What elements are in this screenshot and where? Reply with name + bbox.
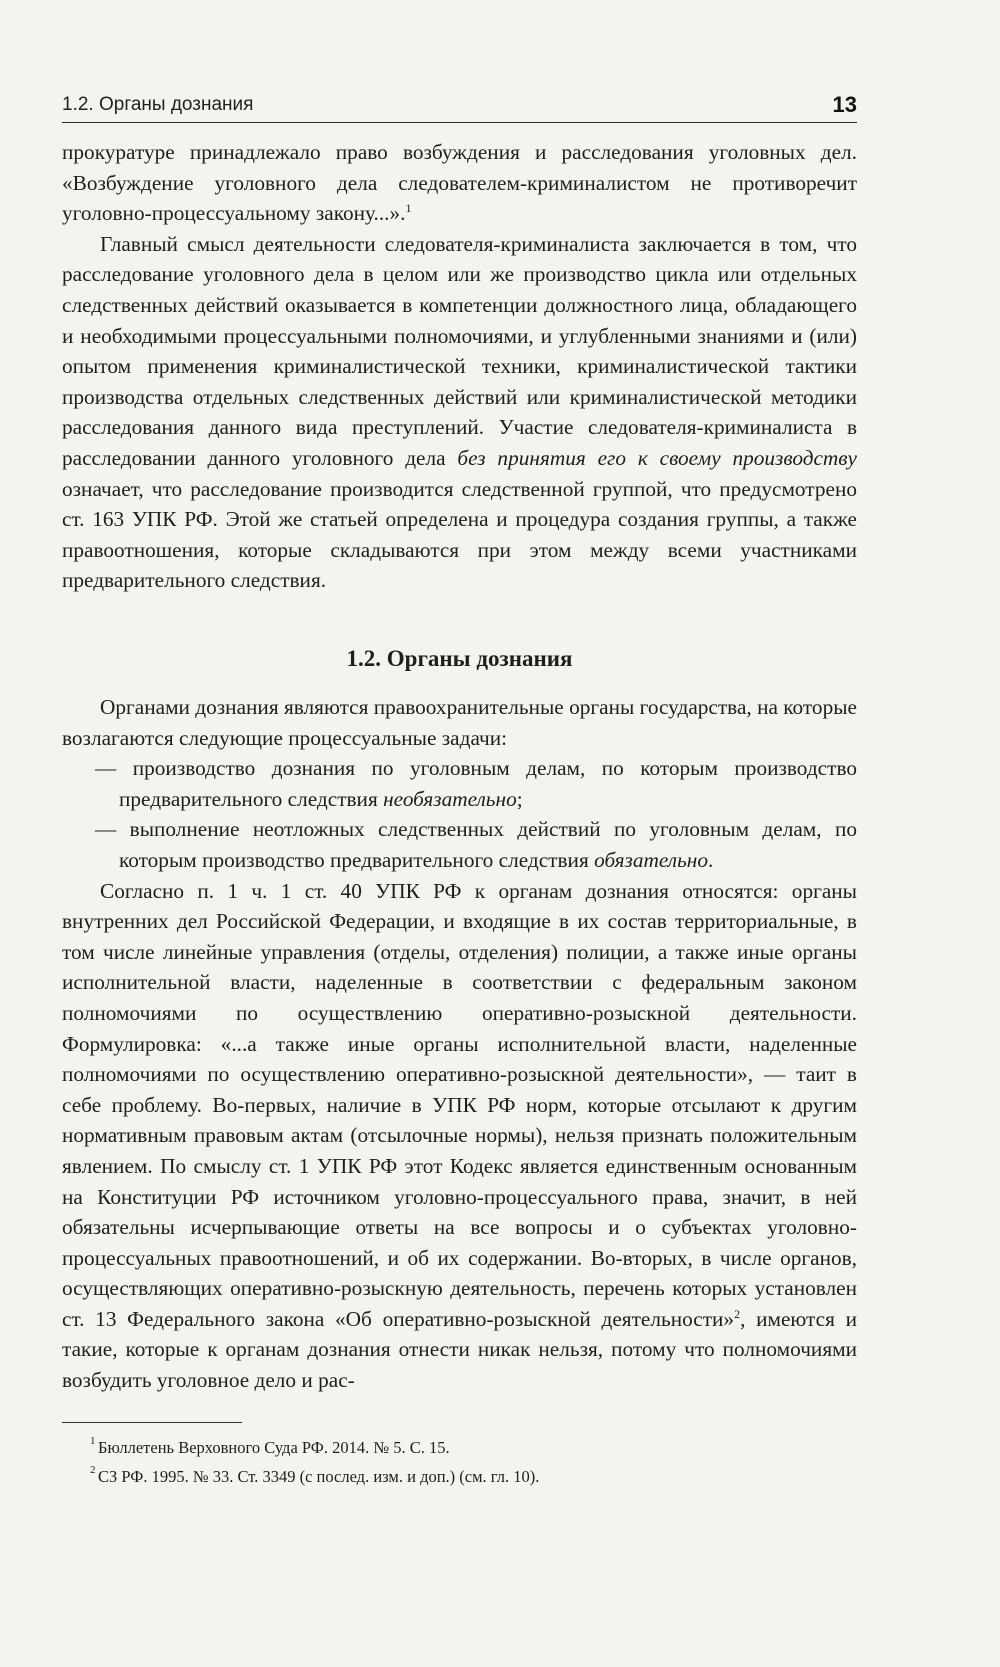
footnote-mark: 1 [90,1435,96,1447]
intro-paragraph-2-tail: означает, что расследование производится следственной группой, что предусмотрено ст. 163 УПК РФ. Этой же статьей определена и процедура создания группы, а также правоотношения, которые складываются при этом между всеми участниками предварительного следствия. [62,476,857,593]
section-paragraph-2 [62,876,857,1396]
list-item-end: . [707,847,714,872]
footnote-text: Бюллетень Верховного Суда РФ. 2014. № 5. С. 15. [98,1438,450,1457]
footnote-text: СЗ РФ. 1995. № 33. Ст. 3349 (с послед. изм. и доп.) (см. гл. 10). [98,1467,540,1486]
intro-paragraph-2 [62,229,857,596]
footnotes [62,1433,857,1491]
running-header-title: 1.2. Органы дознания [62,94,254,115]
section-text-block [62,692,857,1396]
footnote-ref-1[interactable]: 1 [405,201,412,216]
list-item-emphasis: обязательно [594,847,708,872]
intro-paragraph-1 [62,137,857,229]
section-paragraph-1: Органами дознания являются правоохранительные органы государства, на которые возлагаются следующие процессуальные задачи: [62,695,857,750]
footnote-mark: 2 [90,1464,96,1476]
page-number: 13 [832,92,857,117]
list-item-text: — выполнение неотложных следственных действий по уголовным делам, по которым производство предварительного следствия [95,817,857,872]
section-paragraph-2-tail: , имеются и такие, которые к органам дознания отнести никак нельзя, потому что полномочиями возбудить уголовное дело и рас- [62,1306,857,1393]
intro-paragraph-2-text: Главный смысл деятельности следователя-криминалиста заключается в том, что расследование уголовного дела в целом или же производство цикла или отдельных следственных действий оказывается в компетенции должностного лица, обладающего и необходимыми процессуальными полномочиями, и углубленными знаниями и (или) опытом применения криминалистической техники, криминалистической тактики производства отдельных следственных действий или криминалистической методики расследования данного вида преступлений. Участие следователя-криминалиста в расследовании данного уголовного дела [62,231,857,470]
intro-text-block [62,137,857,596]
intro-paragraph-1-text: прокуратуре принадлежало право возбуждения и расследования уголовных дел. «Возбуждение уголовного дела следователем-криминалистом не противоречит уголовно-процессуальному закону...». [62,140,857,226]
footnote-ref-2[interactable]: 2 [734,1306,741,1321]
intro-paragraph-2-emphasis: без принятия его к своему производству [457,445,858,470]
list-item-end: ; [516,786,523,811]
footnote-item [62,1433,857,1462]
list-item [62,814,857,875]
section-heading: 1.2. Органы дознания [346,646,573,671]
list-item-text: — производство дознания по уголовным делам, по которым производство предварительного следствия [95,756,857,811]
section-paragraph-2-text: Согласно п. 1 ч. 1 ст. 40 УПК РФ к органам дознания относятся: органы внутренних дел Российской Федерации, и входящие в их состав территориальные, в том числе линейные управления (отделы, отделения) полиции, а также иные органы исполнительной власти, наделенные в соответствии с федеральным законом полномочиями по осуществлению оперативно-розыскной деятельности. Формулировка: «...а также иные органы исполнительной власти, наделенные полномочиями по осуществлению оперативно-розыскной деятельности», — таит в себе проблему. Во-первых, наличие в УПК РФ норм, которые отсылают к другим нормативным правовым актам (отсылочные нормы), нельзя признать положительным явлением. По смыслу ст. 1 УПК РФ этот Кодекс является единственным основанным на Конституции РФ источником уголовно-процессуального права, значит, в ней обязательны исчерпывающие ответы на все вопросы и о субъектах уголовно-процессуальных правоотношений, и об их содержании. Во-вторых, в числе органов, осуществляющих оперативно-розыскную деятельность, перечень которых установлен ст. 13 Федерального закона «Об оперативно-розыскной деятельности» [62,878,857,1331]
running-header [62,92,857,123]
footnote-divider [62,1422,242,1423]
list-item [62,753,857,814]
footnote-item [62,1462,857,1491]
list-item-emphasis: необязательно [383,786,517,811]
